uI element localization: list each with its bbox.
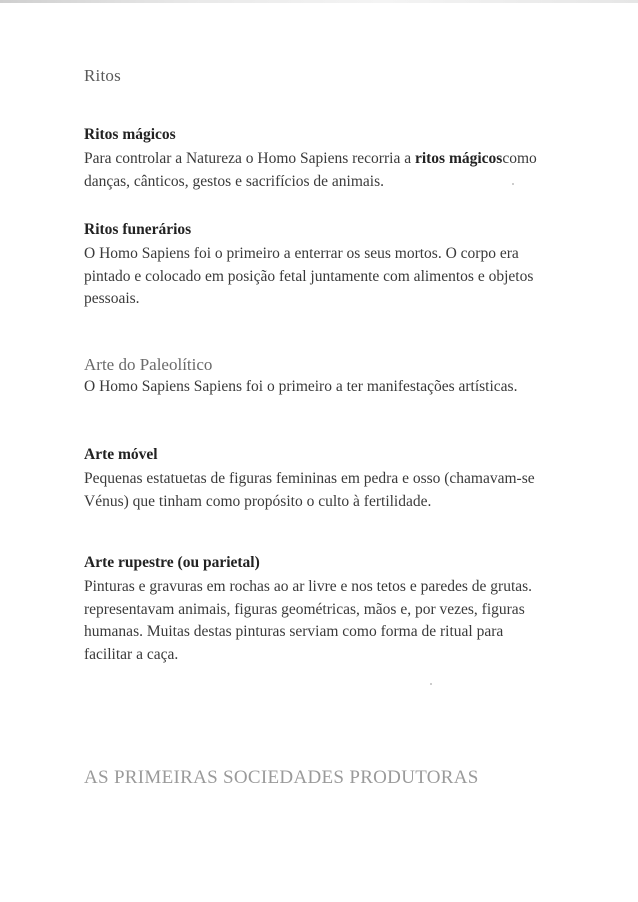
ritos-magicos-text [84,148,554,193]
arte-movel-text: Pequenas estatuetas de figuras femininas em pedra e osso (chamavam-se Vénus) que tinham como propósito o culto à fertilidade. [84,470,535,510]
scan-speck [430,683,432,685]
ritos-funerarios-text: O Homo Sapiens foi o primeiro a enterrar os seus mortos. O corpo era pintado e colocado em posição fetal juntamente com alimentos e objetos pessoais. [84,245,534,307]
arte-movel-heading: Arte móvel [84,446,158,463]
ritos-section-title-block [84,66,554,86]
arte-rupestre-heading: Arte rupestre (ou parietal) [84,554,260,571]
scan-edge [0,0,638,3]
footer-chapter-title: AS PRIMEIRAS SOCIEDADES PRODUTORAS [84,767,479,788]
arte-rupestre-block [84,552,554,666]
arte-movel-block [84,444,554,513]
ritos-magicos-bold: ritos mágicos [414,150,503,167]
ritos-funerarios-heading: Ritos funerários [84,221,192,238]
arte-paleolitico-intro: O Homo Sapiens Sapiens foi o primeiro a ter manifestações artísticas. [84,378,518,395]
ritos-magicos-text-end: como danças, cânticos, gestos e sacrifícios de animais. [84,150,537,190]
arte-paleolitico-block [84,354,554,399]
arte-paleolitico-title: Arte do Paleolítico [84,355,213,374]
ritos-funerarios-block [84,219,554,311]
ritos-title: Ritos [84,66,121,85]
ritos-magicos-text-start: Para controlar a Natureza o Homo Sapiens recorria a [84,150,415,167]
ritos-magicos-heading: Ritos mágicos [84,126,176,143]
ritos-magicos-block [84,124,554,193]
arte-rupestre-text: Pinturas e gravuras em rochas ao ar livre e nos tetos e paredes de grutas. representavam animais, figuras geométricas, mãos e, por vezes, figuras humanas. Muitas destas pinturas serviam como forma de ritual para facilitar a caça. [84,578,533,663]
